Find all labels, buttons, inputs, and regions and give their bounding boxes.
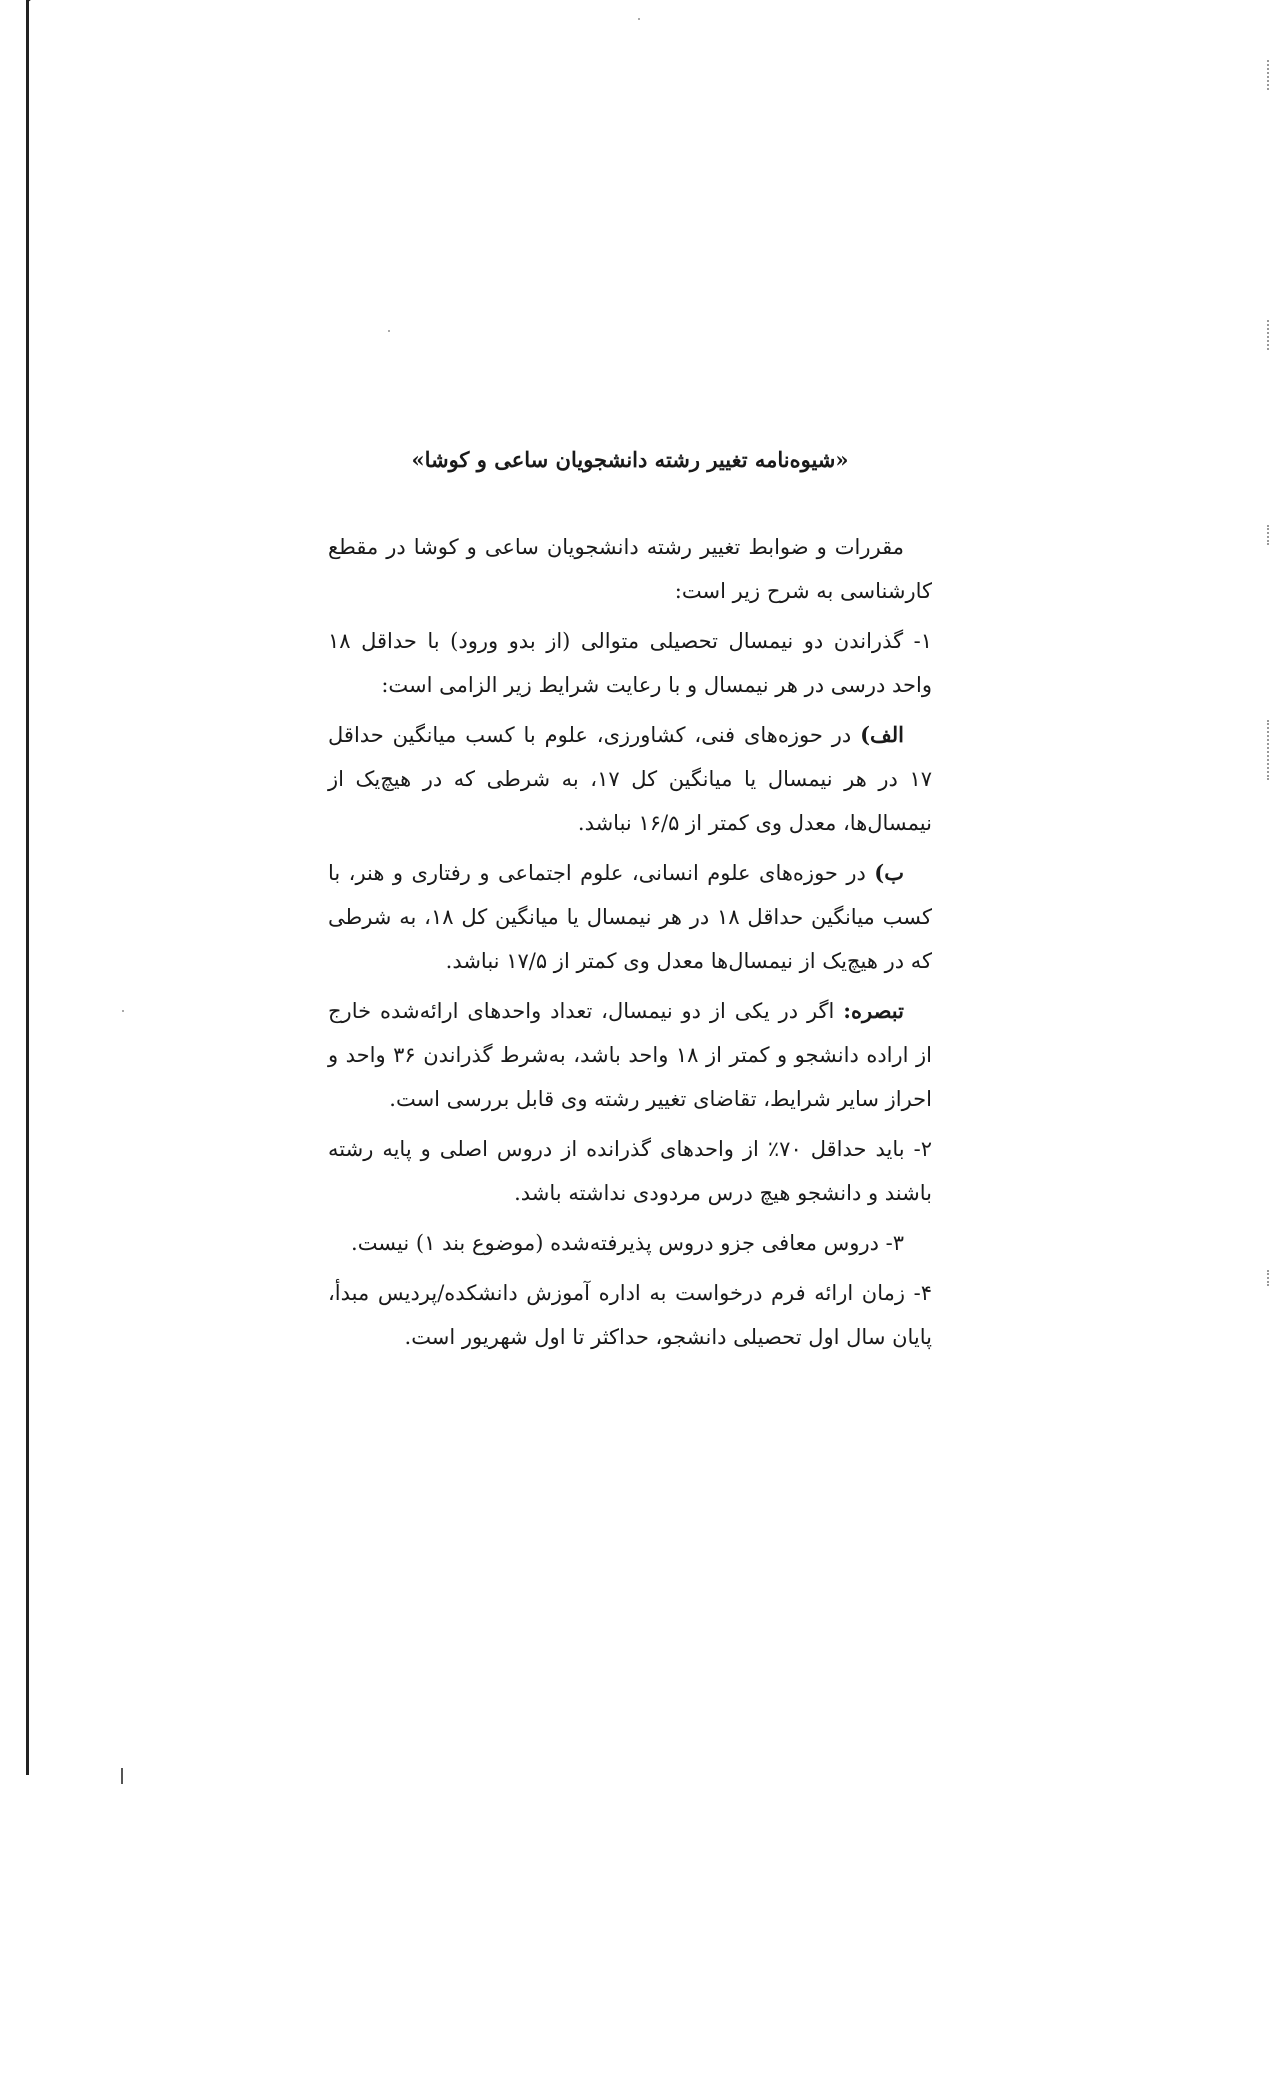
note-text: اگر در یکی از دو نیمسال، تعداد واحدهای ارائه‌شده خارج از اراده دانشجو و کمتر از ۱۸ واحد باشد، به‌شرط گذراندن ۳۶ واحد و احراز سایر شرایط، تقاضای تغییر رشته وی قابل بررسی است.	[328, 999, 932, 1111]
item-be-text: در حوزه‌های علوم انسانی، علوم اجتماعی و رفتاری و هنر، با کسب میانگین حداقل ۱۸ در هر نیمسال یا میانگین کل ۱۸، به شرطی که در هیچ‌یک از نیمسال‌ها معدل وی کمتر از ۱۷/۵ نباشد.	[328, 861, 932, 973]
note-paragraph	[328, 989, 932, 1121]
document-body	[328, 445, 932, 1365]
scan-edge-line	[26, 0, 29, 1775]
note-label: تبصره:	[843, 998, 904, 1023]
scan-speck	[638, 18, 640, 20]
scan-dots	[1267, 1270, 1271, 1286]
scan-corner-mark	[28, 0, 42, 14]
scan-dots	[1267, 320, 1271, 350]
document-title: «شیوه‌نامه تغییر رشته دانشجویان ساعی و کوشا»	[411, 447, 849, 472]
scan-speck	[388, 330, 390, 332]
item-4: ۴- زمان ارائه فرم درخواست به اداره آموزش دانشکده/پردیس مبدأ، پایان سال اول تحصیلی دانشجو، حداکثر تا اول شهریور است.	[328, 1281, 932, 1349]
scan-tick-mark	[121, 1768, 123, 1784]
scan-dots	[1267, 60, 1271, 90]
item-alef-label: الف)	[860, 722, 904, 747]
item-be-label: ب)	[874, 860, 904, 885]
scan-dots	[1267, 720, 1271, 780]
item-2: ۲- باید حداقل ۷۰٪ از واحدهای گذرانده از دروس اصلی و پایه رشته باشند و دانشجو هیچ درس مردودی نداشته باشد.	[328, 1137, 932, 1205]
item-alef-text: در حوزه‌های فنی، کشاورزی، علوم با کسب میانگین حداقل ۱۷ در هر نیمسال یا میانگین کل ۱۷، به شرطی که در هیچ‌یک از نیمسال‌ها، معدل وی کمتر از ۱۶/۵ نباشد.	[328, 723, 932, 835]
intro-paragraph: مقررات و ضوابط تغییر رشته دانشجویان ساعی و کوشا در مقطع کارشناسی به شرح زیر است:	[328, 535, 932, 603]
item-be	[328, 851, 932, 983]
scan-speck	[122, 1010, 124, 1012]
item-1: ۱- گذراندن دو نیمسال تحصیلی متوالی (از بدو ورود) با حداقل ۱۸ واحد درسی در هر نیمسال و با رعایت شرایط زیر الزامی است:	[328, 629, 932, 697]
item-3: ۳- دروس معافی جزو دروس پذیرفته‌شده (موضوع بند ۱) نیست.	[351, 1231, 904, 1255]
item-alef	[328, 713, 932, 845]
scan-dots	[1267, 525, 1271, 545]
